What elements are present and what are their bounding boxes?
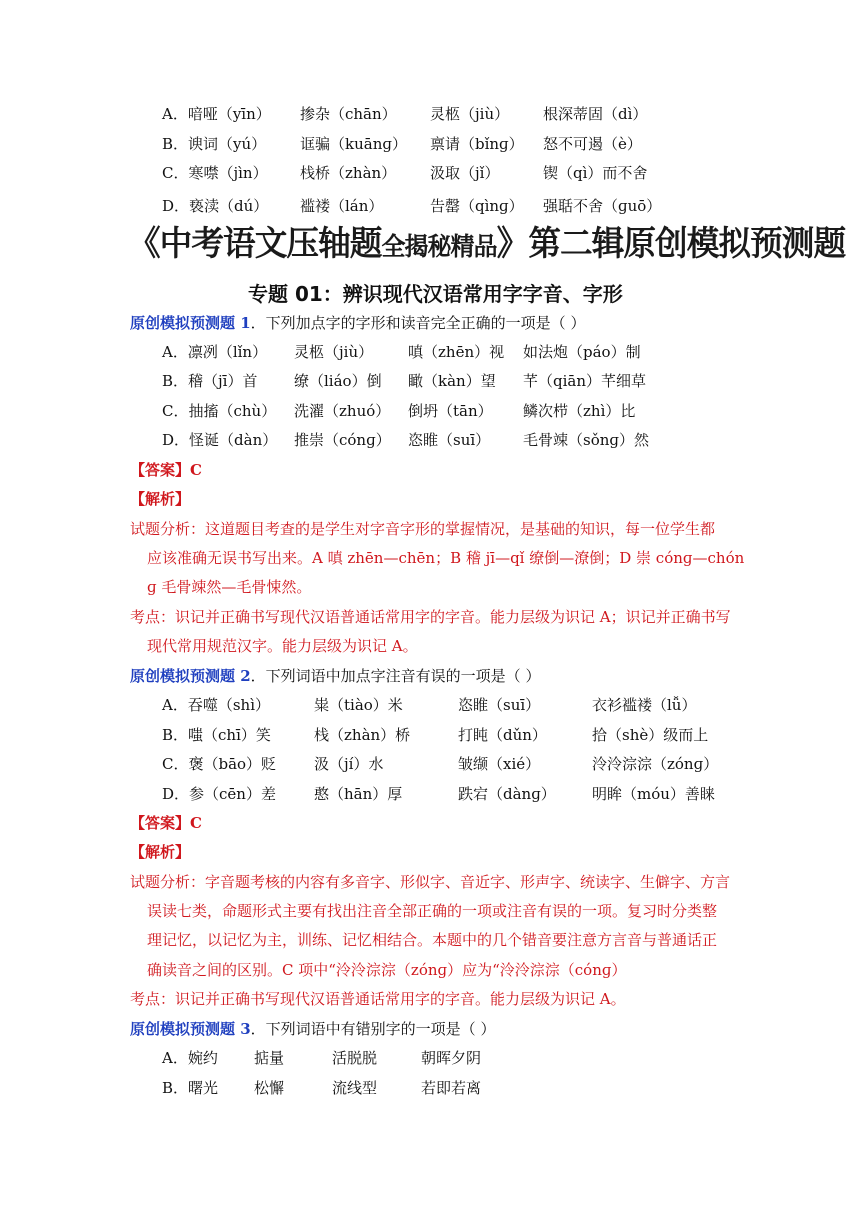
question-1-stem	[130, 313, 585, 333]
question-1-kaodian-line: 考点：识记并正确书写现代汉语普通话常用字的字音。能力层级为识记 A；识记并正确书写	[130, 608, 731, 626]
option-item: 松懈	[254, 1079, 285, 1097]
option-item: 明眸（móu）善睐	[592, 785, 715, 803]
option-item: D．参（cēn）差	[162, 785, 276, 803]
option-item: 缭（liáo）倒	[294, 372, 382, 390]
option-item: D．怪诞（dàn）	[162, 431, 278, 449]
option-item: B．稽（jī）首	[162, 372, 258, 390]
option-item: 皱缬（xié）	[458, 755, 541, 773]
option-item: 憨（hān）厚	[314, 785, 403, 803]
option-item: B．曙光	[162, 1079, 219, 1097]
option-item: 朝晖夕阴	[421, 1049, 482, 1067]
banner-part1: 《中考语文压轴题	[128, 224, 382, 264]
option-item: B．嗤（chī）笑	[162, 726, 271, 744]
question-3-label: 原创模拟预测题 3	[130, 1020, 251, 1038]
option-item: D．亵渎（dú）	[162, 197, 269, 215]
option-item: 根深蒂固（dì）	[543, 105, 648, 123]
option-item: A．婉约	[162, 1049, 218, 1067]
option-item: C．寒噤（jìn）	[162, 164, 268, 182]
option-item: 倒坍（tān）	[408, 402, 493, 420]
topic-subtitle: 专题 01：辨识现代汉语常用字字音、字形	[248, 282, 623, 306]
option-item: 栈（zhàn）桥	[314, 726, 411, 744]
question-2-kaodian-line: 考点：识记并正确书写现代汉语普通话常用字的字音。能力层级为识记 A。	[130, 990, 626, 1008]
option-item: A．喑哑（yīn）	[162, 105, 271, 123]
option-item: 打盹（dǔn）	[458, 726, 547, 744]
option-item: 汲取（jǐ）	[430, 164, 500, 182]
option-item: 拾（shè）级而上	[592, 726, 709, 744]
question-2-stem	[130, 666, 540, 686]
option-item: 毛骨竦（sǒnɡ）然	[523, 431, 649, 449]
question-3-stem	[130, 1019, 495, 1039]
option-item: 衣衫褴褛（lǚ）	[592, 696, 697, 714]
question-1-analysis-line: 应该准确无误书写出来。A 嗔 zhēn—chēn；B 稽 jī—qǐ 缭倒—潦倒；D 崇 cónɡ—chón	[147, 549, 745, 567]
banner-title	[128, 222, 846, 266]
question-2-analysis-line: 试题分析：字音题考核的内容有多音字、形似字、音近字、形声字、统读字、生僻字、方言	[130, 873, 731, 891]
question-1-analysis-label: 【解析】	[130, 490, 191, 508]
option-item: 泠泠淙淙（zónɡ）	[592, 755, 719, 773]
option-item: 诓骗（kuānɡ）	[300, 135, 407, 153]
option-item: 活脱脱	[332, 1049, 378, 1067]
question-2-analysis-line: 误读七类，命题形式主要有找出注音全部正确的一项或注音有误的一项。复习时分类整	[147, 902, 718, 920]
question-1-label: 原创模拟预测题 1	[130, 314, 251, 332]
question-2-analysis-label: 【解析】	[130, 843, 191, 861]
option-item: B．谀词（yú）	[162, 135, 267, 153]
option-item: 栈桥（zhàn）	[300, 164, 397, 182]
option-item: 禀请（bǐnɡ）	[430, 135, 524, 153]
option-item: A．凛冽（lǐn）	[162, 343, 268, 361]
option-item: C．褒（bāo）贬	[162, 755, 277, 773]
option-item: 掂量	[254, 1049, 285, 1067]
option-item: 告罄（qìnɡ）	[430, 197, 524, 215]
option-item: 瞰（kàn）望	[408, 372, 496, 390]
question-2-answer: 【答案】C	[130, 814, 202, 832]
banner-part2: 全揭秘精品	[381, 232, 497, 261]
question-1-analysis-line: ɡ 毛骨竦然—毛骨悚然。	[147, 578, 312, 596]
option-item: 跌宕（dànɡ）	[458, 785, 556, 803]
question-2-analysis-line: 理记忆，以记忆为主，训练、记忆相结合。本题中的几个错音要注意方言音与普通话正	[147, 931, 718, 949]
option-item: 粜（tiào）米	[314, 696, 403, 714]
option-item: 锲（qì）而不舍	[543, 164, 648, 182]
option-item: 恣睢（suī）	[408, 431, 491, 449]
question-2-label: 原创模拟预测题 2	[130, 667, 251, 685]
option-item: C．抽搐（chù）	[162, 402, 277, 420]
option-item: 褴褛（lán）	[300, 197, 384, 215]
option-item: 若即若离	[421, 1079, 482, 1097]
question-3-text: ．下列词语中有错别字的一项是（ ）	[250, 1020, 496, 1038]
question-1-text: ．下列加点字的字形和读音完全正确的一项是（ ）	[250, 314, 586, 332]
option-item: 洗濯（zhuó）	[294, 402, 391, 420]
question-1-analysis-line: 试题分析：这道题目考查的是学生对字音字形的掌握情况，是基础的知识，每一位学生都	[130, 520, 716, 538]
option-item: 嗔（zhēn）视	[408, 343, 505, 361]
option-item: 恣睢（suī）	[458, 696, 541, 714]
option-item: 推崇（cónɡ）	[294, 431, 391, 449]
question-2-text: ．下列词语中加点字注音有误的一项是（ ）	[250, 667, 541, 685]
question-2-analysis-line: 确读音之间的区别。C 项中“泠泠淙淙（zónɡ）应为“泠泠淙淙（cónɡ）	[147, 961, 627, 979]
option-item: 掺杂（chān）	[300, 105, 397, 123]
question-1-kaodian-line: 现代常用规范汉字。能力层级为识记 A。	[147, 637, 418, 655]
option-item: 灵柩（jiù）	[294, 343, 374, 361]
question-1-answer: 【答案】C	[130, 461, 202, 479]
option-item: 汲（jí）水	[314, 755, 384, 773]
option-item: A．吞噬（shì）	[162, 696, 270, 714]
option-item: 强聒不舍（ɡuō）	[543, 197, 662, 215]
option-item: 灵柩（jiù）	[430, 105, 510, 123]
option-item: 如法炮（páo）制	[523, 343, 641, 361]
option-item: 鳞次栉（zhì）比	[523, 402, 636, 420]
banner-part3: 》第二辑原创模拟预测题	[496, 224, 846, 264]
option-item: 怒不可遏（è）	[543, 135, 642, 153]
option-item: 流线型	[332, 1079, 378, 1097]
option-item: 芊（qiān）芊细草	[523, 372, 647, 390]
